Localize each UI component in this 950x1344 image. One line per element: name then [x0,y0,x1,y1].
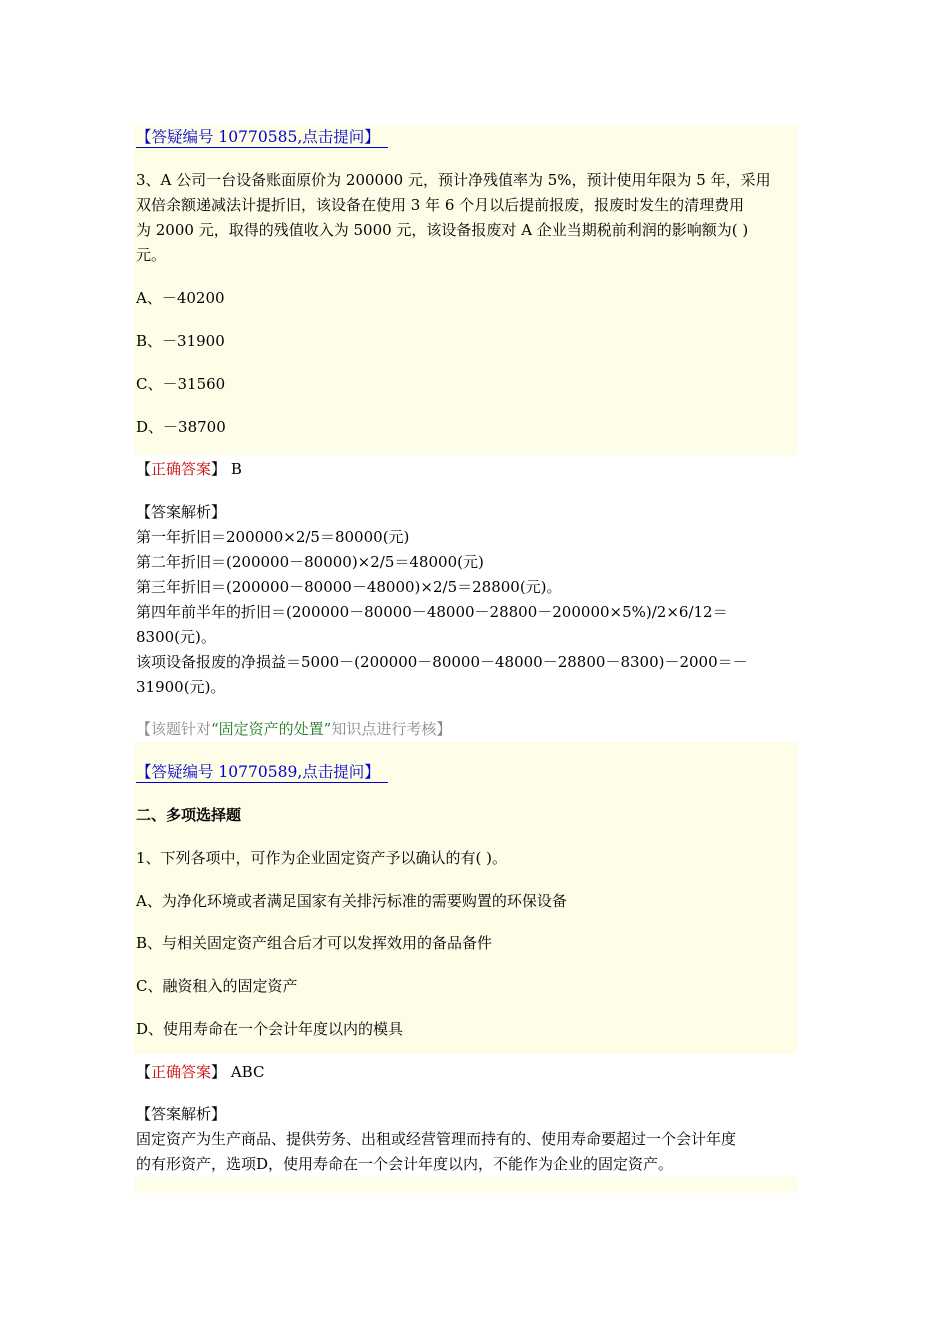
analysis-line: 第二年折旧＝(200000－80000)×2/5＝48000(元) [136,553,484,571]
analysis-line: 固定资产为生产商品、提供劳务、出租或经营管理而持有的、使用寿命要超过一个会计年度 [136,1130,737,1148]
question-text-line: 双倍余额递减法计提折旧，该设备在使用 3 年 6 个月以后提前报废，报废时发生的清理费用 [136,196,745,214]
option-c: C、－31560 [136,375,226,393]
knowledge-point-topic: “固定资产的处置” [211,720,332,738]
option-b: B、与相关固定资产组合后才可以发挥效用的备品备件 [136,934,493,952]
analysis-line: 第四年前半年的折旧＝(200000－80000－48000－28800－200000×5%)/2×6/12＝ [136,603,728,621]
analysis-line: 8300(元)。 [136,628,216,646]
question-text-line: 元。 [136,246,167,264]
analysis-line: 的有形资产，选项D，使用寿命在一个会计年度以内，不能作为企业的固定资产。 [136,1155,674,1173]
correct-answer-label: 正确答案 [151,460,212,478]
analysis-label: 【答案解析】 [136,503,227,521]
question-text-line: 为 2000 元，取得的残值收入为 5000 元，该设备报废对 A 企业当期税前利润的影响额为( ) [136,221,749,239]
analysis-line: 第三年折旧＝(200000－80000－48000)×2/5＝28800(元)。 [136,578,562,596]
option-d: D、－38700 [136,418,226,436]
correct-answer: 【正确答案】 B [136,460,242,478]
option-c: C、融资租入的固定资产 [136,977,298,995]
option-a: A、为净化环境或者满足国家有关排污标准的需要购置的环保设备 [136,892,567,910]
correct-answer-value: ABC [230,1063,265,1081]
question-text-line: 1、下列各项中，可作为企业固定资产予以确认的有( )。 [136,849,508,867]
analysis-label: 【答案解析】 [136,1105,227,1123]
correct-answer-label: 正确答案 [151,1063,212,1081]
option-d: D、使用寿命在一个会计年度以内的模具 [136,1020,404,1038]
option-b: B、－31900 [136,332,225,350]
knowledge-point-note: 【该题针对“固定资产的处置”知识点进行考核】 [136,720,452,738]
question-text-line: 3、A 公司一台设备账面原价为 200000 元，预计净残值率为 5%，预计使用年限为 5 年，采用 [136,171,771,189]
ask-question-link[interactable]: 【答疑编号 10770589,点击提问】 [136,762,380,782]
section-heading: 二、多项选择题 [136,806,242,824]
analysis-line: 该项设备报废的净损益＝5000－(200000－80000－48000－28800－8300)－2000＝－ [136,653,748,671]
analysis-line: 第一年折旧＝200000×2/5＝80000(元) [136,528,410,546]
option-a: A、－40200 [136,289,225,307]
ask-question-link[interactable]: 【答疑编号 10770585,点击提问】 [136,127,380,147]
question-background [134,1177,797,1193]
correct-answer: 【正确答案】 ABC [136,1063,265,1081]
analysis-line: 31900(元)。 [136,678,226,696]
correct-answer-value: B [230,460,242,478]
